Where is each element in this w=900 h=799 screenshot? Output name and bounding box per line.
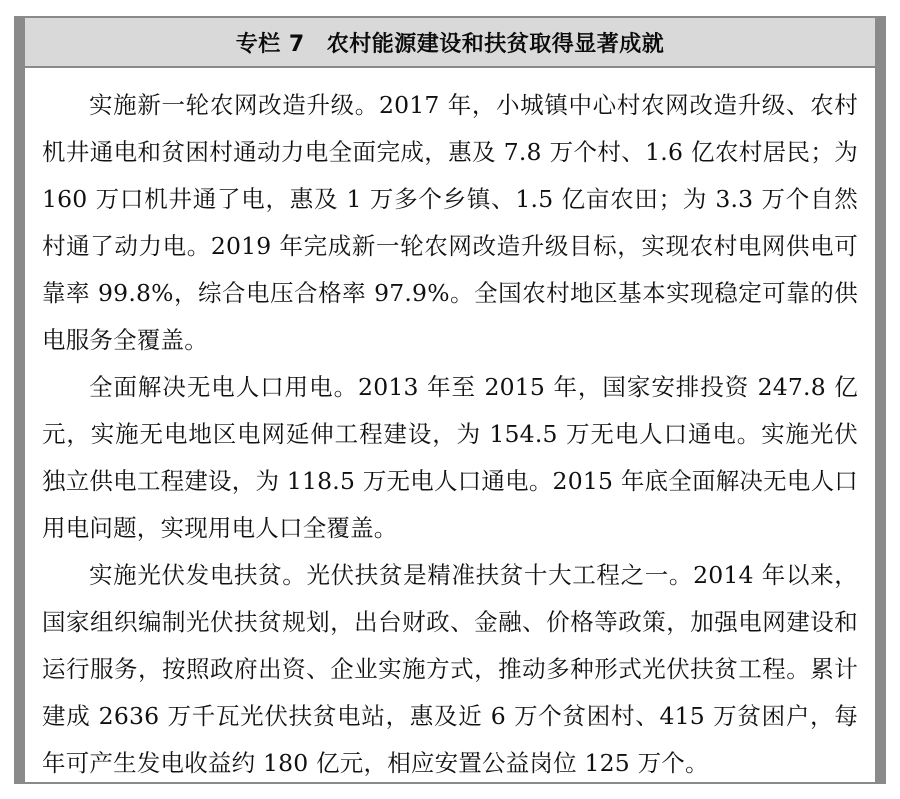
paragraph: 实施光伏发电扶贫。光伏扶贫是精准扶贫十大工程之一。2014 年以来，国家组织编制光伏扶贫规划，出台财政、金融、价格等政策，加强电网建设和运行服务，按照政府出资、企业实施方式，推动多种形式光伏扶贫工程。累计建成 2636 万千瓦光伏扶贫电站，惠及近 6 万个贫困村、415 万贫困户，每年可产生发电收益约 180 亿元，相应安置公益岗位 125 万个。 bbox=[42, 561, 858, 777]
box-title-group bbox=[236, 27, 664, 58]
box-title: 农村能源建设和扶贫取得显著成就 bbox=[326, 31, 665, 57]
title-bottom-rule bbox=[25, 66, 875, 68]
paragraph: 实施新一轮农网改造升级。2017 年，小城镇中心村农网改造升级、农村机井通电和贫困村通动力电全面完成，惠及 7.8 万个村、1.6 亿农村居民；为 160 万口机井通了电，惠及 1 万多个乡镇、1.5 亿亩农田；为 3.3 万个自然村通了动力电。2019 年完成新一轮农网改造升级目标，实现农村电网供电可靠率 99.8%，综合电压合格率 97.9%。全国农村地区基本实现稳定可靠的供电服务全覆盖。 bbox=[42, 91, 858, 354]
box-body bbox=[36, 82, 864, 777]
paragraph: 全面解决无电人口用电。2013 年至 2015 年，国家安排投资 247.8 亿元，实施无电地区电网延伸工程建设，为 154.5 万无电人口通电。实施光伏独立供电工程建设，为 118.5 万无电人口通电。2015 年底全面解决无电人口用电问题，实现用电人口全覆盖。 bbox=[42, 373, 858, 542]
box-label: 专栏 7 bbox=[235, 31, 305, 57]
box-title-band bbox=[25, 18, 875, 66]
